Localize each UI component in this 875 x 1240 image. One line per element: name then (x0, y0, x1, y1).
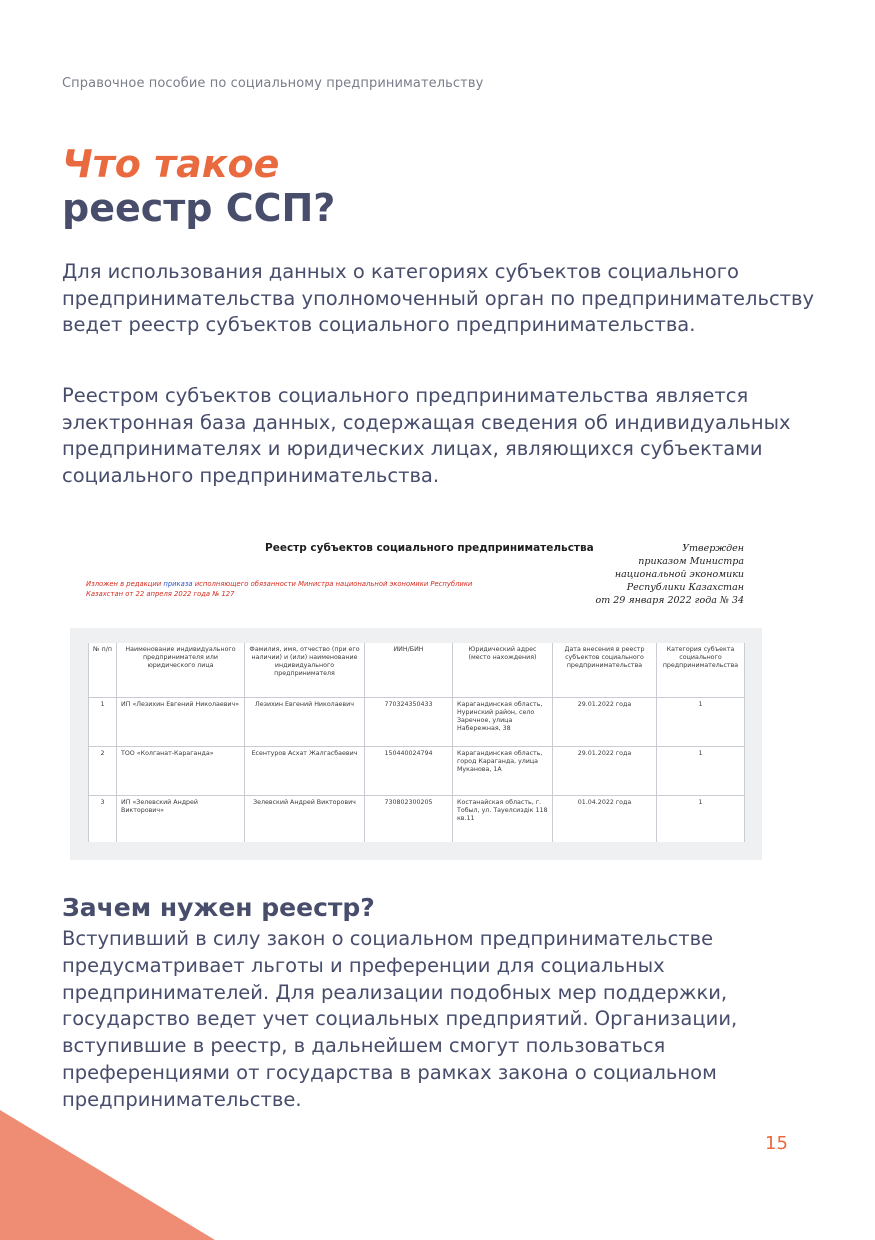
section-paragraph: Вступивший в силу закон о социальном предпринимательстве предусматривает льготы и преференции для социальных предпринимателей. Для реализации подобных мер поддержки, государство ведет учет социальных предприятий. Организации, вступившие в реестр, в дальнейшем смогут пользоваться преференциями от государства в рамках закона о социальном предпринимательстве. (62, 927, 738, 1111)
revision-note (86, 580, 506, 599)
section-heading: Зачем нужен реестр? (62, 893, 375, 922)
table-cell: 3 (89, 796, 117, 843)
column-header: Наименование индивидуального предпринимателя или юридического лица (117, 643, 245, 698)
corner-decoration (0, 1110, 215, 1240)
page-number: 15 (765, 1133, 788, 1154)
approval-stamp (595, 542, 744, 607)
page-title-accent: Что такое (62, 142, 280, 186)
table-cell: 150440024794 (365, 747, 453, 796)
registry-document-image (70, 530, 762, 860)
table-cell: 1 (657, 796, 745, 843)
table-cell: ИП «Зелевский Андрей Викторович» (117, 796, 245, 843)
table-cell: Карагандинская область, Нуринский район, село Заречное, улица Набережная, 38 (453, 698, 553, 747)
running-header: Справочное пособие по социальному предпринимательству (62, 76, 484, 91)
table-cell: 01.04.2022 года (553, 796, 657, 843)
intro-paragraph: Для использования данных о категориях субъектов социального предпринимательства уполномоченный орган по предпринимательству ведет реестр субъектов социального предпринимательства. (62, 260, 815, 336)
table-cell: Лезихин Евгений Николаевич (245, 698, 365, 747)
revision-text: исполняющего обязанности Министра национальной экономики Республики Казахстан от 22 апреля 2022 года № 127 (86, 580, 473, 598)
approval-line: Утвержден (682, 543, 744, 554)
table-cell: 2 (89, 747, 117, 796)
page-title: реестр ССП? (62, 186, 336, 230)
definition-paragraph: Реестром субъектов социального предпринимательства является электронная база данных, содержащая сведения об индивидуальных предпринимателях и юридических лицах, являющихся субъектами социального предпринимательства. (62, 384, 791, 487)
column-header: Юридический адрес (место нахождения) (453, 643, 553, 698)
table-cell: Костанайская область, г. Тобыл, ул. Тауелсиздік 118 кв.11 (453, 796, 553, 843)
column-header: Категория субъекта социального предпринимательства (657, 643, 745, 698)
table-cell: 29.01.2022 года (553, 747, 657, 796)
registry-document-header (70, 530, 762, 628)
table-row (89, 796, 745, 843)
approval-line: приказом Министра (638, 556, 744, 567)
column-header: № п/п (89, 643, 117, 698)
registry-table (88, 643, 745, 842)
table-cell: ТОО «Колганат-Караганда» (117, 747, 245, 796)
table-row (89, 747, 745, 796)
table-cell: Карагандинская область, город Караганда, улица Муканова, 1А (453, 747, 553, 796)
table-cell: 1 (89, 698, 117, 747)
revision-link[interactable]: приказа (163, 580, 193, 588)
table-cell: 730802300205 (365, 796, 453, 843)
table-header-row (89, 643, 745, 698)
column-header: Фамилия, имя, отчество (при его наличии) и (или) наименование индивидуального предпринимателя (245, 643, 365, 698)
table-cell: ИП «Лезихин Евгений Николаевич» (117, 698, 245, 747)
table-cell: 29.01.2022 года (553, 698, 657, 747)
table-cell: Есентуров Асхат Жалгасбаевич (245, 747, 365, 796)
column-header: Дата внесения в реестр субъектов социального предпринимательства (553, 643, 657, 698)
table-row (89, 698, 745, 747)
table-cell: 1 (657, 747, 745, 796)
registry-table-area (70, 628, 762, 860)
table-cell: 770324350433 (365, 698, 453, 747)
approval-line: от 29 января 2022 года № 34 (595, 595, 744, 606)
registry-title: Реестр субъектов социального предпринимательства (265, 542, 594, 554)
approval-line: национальной экономики (614, 569, 744, 580)
column-header: ИИН/БИН (365, 643, 453, 698)
table-cell: Зелевский Андрей Викторович (245, 796, 365, 843)
table-cell: 1 (657, 698, 745, 747)
approval-line: Республики Казахстан (626, 582, 744, 593)
revision-text: Изложен в редакции (86, 580, 164, 588)
